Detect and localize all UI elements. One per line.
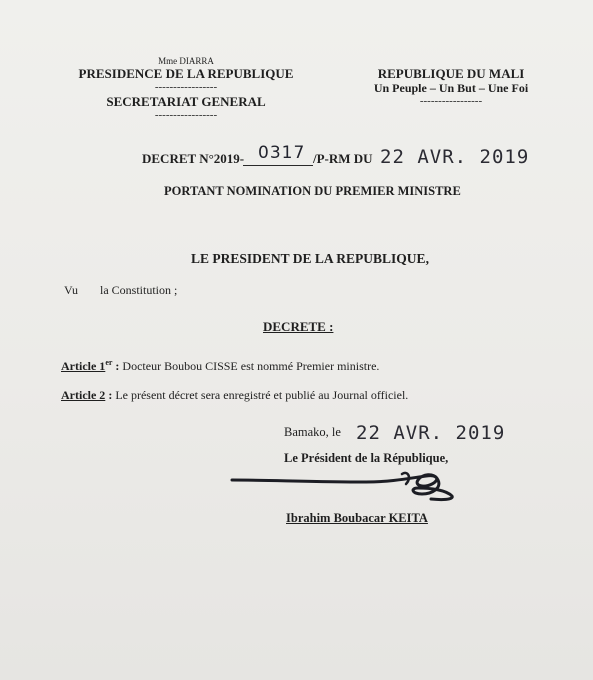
signatory-title: Le Président de la République, bbox=[284, 451, 449, 465]
decree-number-line bbox=[243, 165, 313, 166]
article-2 bbox=[61, 388, 408, 403]
secretariat-heading: SECRETARIAT GENERAL bbox=[106, 94, 266, 109]
decree-prefix: DECRET N°2019- bbox=[142, 151, 245, 166]
separator: ----------------- bbox=[154, 81, 218, 93]
place-label: Bamako, le bbox=[284, 425, 341, 439]
article-2-text: Le présent décret sera enregistré et publié au Journal officiel. bbox=[115, 388, 409, 402]
republique-heading: REPUBLIQUE DU MALI bbox=[377, 66, 525, 81]
article-1-text: Docteur Boubou CISSE est nommé Premier ministre. bbox=[122, 359, 380, 373]
president-heading: LE PRESIDENT DE LA REPUBLIQUE, bbox=[191, 251, 429, 266]
decree-subject: PORTANT NOMINATION DU PREMIER MINISTRE bbox=[164, 184, 461, 198]
place-date-stamp: 22 AVR. 2019 bbox=[356, 422, 506, 444]
initials: Mme DIARRA bbox=[158, 56, 214, 66]
decree-suffix: /P-RM DU bbox=[313, 151, 373, 166]
vu-text: la Constitution ; bbox=[100, 283, 178, 297]
article-2-colon: : bbox=[105, 388, 113, 402]
article-1-sup: er bbox=[105, 358, 113, 367]
motto: Un Peuple – Un But – Une Foi bbox=[373, 81, 529, 95]
article-2-label: Article 2 bbox=[61, 388, 106, 402]
decree-date-stamp: 22 AVR. 2019 bbox=[380, 146, 530, 168]
article-1-colon: : bbox=[112, 359, 120, 373]
presidence-heading: PRESIDENCE DE LA REPUBLIQUE bbox=[78, 66, 294, 81]
vu-label: Vu bbox=[64, 283, 78, 297]
decrete-heading: DECRETE : bbox=[263, 319, 334, 334]
signatory-name: Ibrahim Boubacar KEITA bbox=[286, 511, 428, 525]
article-1 bbox=[61, 358, 379, 374]
article-1-label: Article 1 bbox=[61, 359, 106, 373]
signature bbox=[226, 466, 462, 510]
separator: ----------------- bbox=[419, 95, 483, 107]
decree-number: 0317 bbox=[258, 143, 306, 163]
separator: ----------------- bbox=[154, 109, 218, 121]
